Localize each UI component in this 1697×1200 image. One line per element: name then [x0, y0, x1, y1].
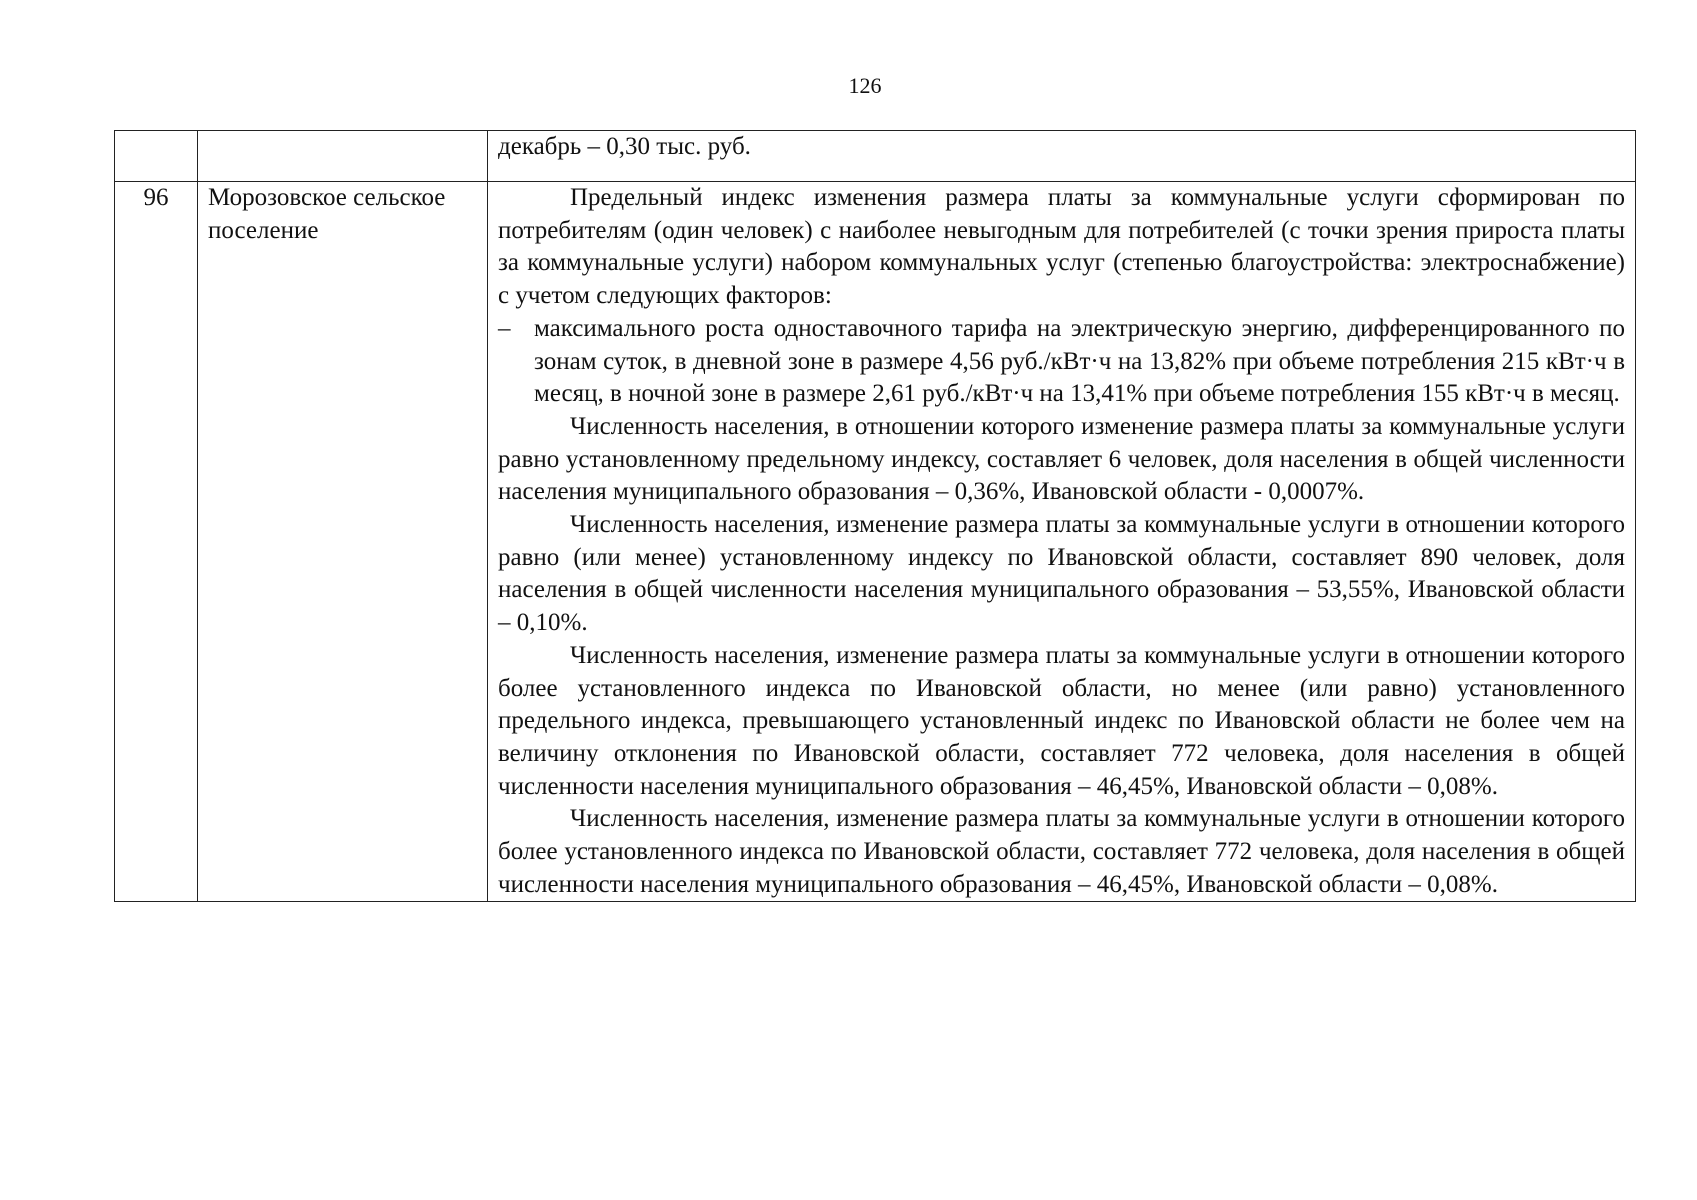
data-table [114, 130, 1636, 902]
continuation-text: декабрь – 0,30 тыс. руб. [498, 133, 751, 160]
paragraph-2: Численность населения, изменение размера платы за коммунальные услуги в отношении которого равно (или менее) установленному индексу по Ивановской области, составляет 890 человек, доля населения в общей численности населения муниципального образования – 53,55%, Ивановской области – 0,10%. [498, 511, 1625, 637]
settlement-name: Морозовское сельское поселение [198, 182, 488, 902]
page-number: 126 [848, 73, 882, 98]
bullet-text: максимального роста одноставочного тарифа на электрическую энергию, дифференцированного по зонам суток, в дневной зоне в размере 4,56 руб./кВт·ч на 13,82% при объеме потребления 215 кВт·ч в месяц, в ночной зоне в размере 2,61 руб./кВт·ч на 13,41% при объеме потребления 155 кВт·ч в месяц. [534, 314, 1625, 408]
bullet-dash: – [498, 314, 511, 342]
paragraph-3: Численность населения, изменение размера платы за коммунальные услуги в отношении которого более установленного индекса по Ивановской области, но менее (или равно) установленного предельного индекса, превышающего установленный индекс по Ивановской области не более чем на величину отклонения по Ивановской области, составляет 772 человека, доля населения в общей численности населения муниципального образования – 46,45%, Ивановской области – 0,08%. [498, 641, 1625, 800]
cell-continuation-text [488, 131, 1636, 182]
paragraph-4: Численность населения, изменение размера платы за коммунальные услуги в отношении которого более установленного индекса по Ивановской области, составляет 772 человека, доля населения в общей численности населения муниципального образования – 46,45%, Ивановской области – 0,08%. [498, 805, 1625, 898]
cell-number-empty [115, 131, 198, 182]
paragraph-1: Численность населения, в отношении которого изменение размера платы за коммунальные услуги равно установленному предельному индексу, составляет 6 человек, доля населения в общей численности населения муниципального образования – 0,36%, Ивановской области - 0,0007%. [498, 412, 1625, 506]
table-row-96 [115, 182, 1636, 902]
row-description [488, 182, 1636, 902]
cell-name-empty [198, 131, 488, 182]
intro-paragraph: Предельный индекс изменения размера платы за коммунальные услуги сформирован по потребителям (один человек) с наиболее невыгодным для потребителей (с точки зрения прироста платы за коммунальные услуги) набором коммунальных услуг (степенью благоустройства: электроснабжение) с учетом следующих факторов: [498, 184, 1625, 310]
table-row-continuation [115, 131, 1636, 182]
row-number: 96 [115, 182, 198, 902]
bullet-item [498, 313, 1625, 411]
